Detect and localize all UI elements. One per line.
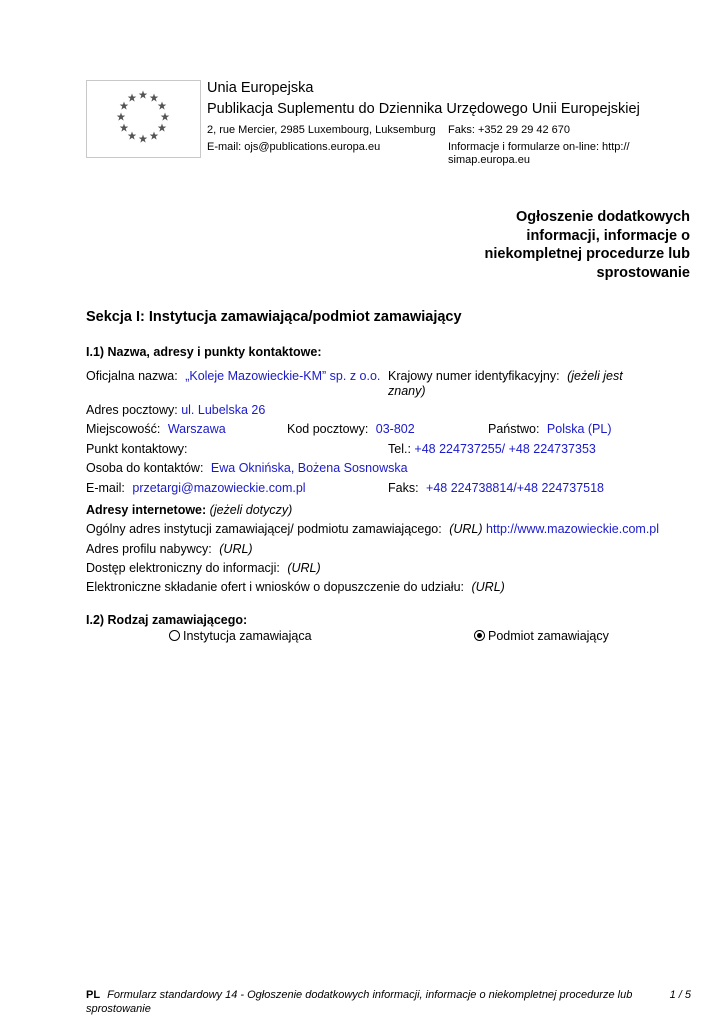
general-address-link[interactable]: http://www.mazowieckie.com.pl xyxy=(486,522,660,536)
general-address-row xyxy=(86,522,659,536)
subsection-title: I.2) Rodzaj zamawiającego: xyxy=(86,613,248,627)
notice-title-line: informacji, informacje o xyxy=(526,227,690,244)
postcode-value: 03-802 xyxy=(375,422,415,436)
fax-row xyxy=(388,481,604,495)
official-name-label: Oficjalna nazwa: xyxy=(86,369,178,383)
postcode-label: Kod pocztowy: xyxy=(287,422,369,436)
footer-lang: PL xyxy=(86,989,101,1001)
fax-label: Faks: xyxy=(388,481,419,495)
e-submission-label: Elektroniczne składanie ofert i wniosków o dopuszczenie do udziału: xyxy=(86,580,464,594)
e-access-label: Dostęp elektroniczny do informacji: xyxy=(86,561,280,575)
official-name-row xyxy=(86,369,380,383)
contact-person-value: Ewa Oknińska, Bożena Sosnowska xyxy=(210,461,408,475)
internet-label: Adresy internetowe: xyxy=(86,503,207,517)
url-note: (URL) xyxy=(471,580,505,594)
country-row xyxy=(488,422,612,436)
national-id-note-cont: znany) xyxy=(388,384,426,398)
official-name-value: „Koleje Mazowieckie-KM” sp. z o.o. xyxy=(185,369,381,383)
email-value[interactable]: przetargi@mazowieckie.com.pl xyxy=(132,481,306,495)
url-note: (URL) xyxy=(219,542,253,556)
eu-logo xyxy=(86,80,201,158)
e-submission-row xyxy=(86,580,505,594)
header-info-line2: simap.europa.eu xyxy=(448,154,530,166)
city-label: Miejscowość: xyxy=(86,422,161,436)
radio-option-label: Instytucja zamawiająca xyxy=(183,629,312,643)
url-note: (URL) xyxy=(449,522,483,536)
section-title: Sekcja I: Instytucja zamawiająca/podmiot zamawiający xyxy=(86,309,462,325)
radio-checked-icon[interactable] xyxy=(474,630,485,641)
contact-point-label: Punkt kontaktowy: xyxy=(86,442,188,456)
country-label: Państwo: xyxy=(488,422,540,436)
header-info-line1: Informacje i formularze on-line: http:// xyxy=(448,141,630,153)
contact-person-label: Osoba do kontaktów: xyxy=(86,461,204,475)
e-access-row xyxy=(86,561,321,575)
footer-form-line1: Formularz standardowy 14 - Ogłoszenie dodatkowych informacji, informacje o niekompletnej procedurze lub xyxy=(107,989,633,1001)
city-row xyxy=(86,422,226,436)
notice-title xyxy=(485,208,690,282)
tel-value: +48 224737255/ +48 224737353 xyxy=(414,442,596,456)
city-value: Warszawa xyxy=(167,422,226,436)
notice-title-line: sprostowanie xyxy=(596,264,690,281)
subsection-title: I.1) Nazwa, adresy i punkty kontaktowe: xyxy=(86,345,322,359)
header-org: Unia Europejska xyxy=(207,80,314,96)
radio-option-contracting-authority[interactable] xyxy=(169,629,312,643)
country-value: Polska (PL) xyxy=(546,422,612,436)
postal-value: ul. Lubelska 26 xyxy=(181,403,266,417)
buyer-profile-row xyxy=(86,542,253,556)
tel-label: Tel.: xyxy=(388,442,411,456)
radio-unchecked-icon[interactable] xyxy=(169,630,180,641)
national-id-row xyxy=(388,369,623,383)
email-label: E-mail: xyxy=(86,481,125,495)
notice-title-line: Ogłoszenie dodatkowych xyxy=(515,209,690,225)
postal-row xyxy=(86,403,265,417)
header-address: 2, rue Mercier, 2985 Luxembourg, Luksemburg xyxy=(207,124,436,136)
header-email: E-mail: ojs@publications.europa.eu xyxy=(207,141,381,153)
radio-option-label: Podmiot zamawiający xyxy=(488,629,609,643)
postcode-row xyxy=(287,422,415,436)
footer-form-line2: sprostowanie xyxy=(86,1002,151,1015)
radio-option-contracting-entity[interactable] xyxy=(474,629,609,643)
eu-stars-icon xyxy=(87,81,200,157)
contact-person-row xyxy=(86,461,408,475)
page-number: 1 / 5 xyxy=(669,989,691,1001)
header-fax: Faks: +352 29 29 42 670 xyxy=(448,124,571,136)
buyer-profile-label: Adres profilu nabywcy: xyxy=(86,542,212,556)
postal-label: Adres pocztowy: xyxy=(86,403,178,417)
url-note: (URL) xyxy=(287,561,321,575)
national-id-label: Krajowy numer identyfikacyjny: xyxy=(388,369,560,383)
internet-note: (jeżeli dotyczy) xyxy=(209,503,293,517)
email-row xyxy=(86,481,306,495)
fax-value: +48 224738814/+48 224737518 xyxy=(426,481,605,495)
internet-row xyxy=(86,503,292,517)
general-address-label: Ogólny adres instytucji zamawiającej/ podmiotu zamawiającego: xyxy=(86,522,442,536)
national-id-note: (jeżeli jest xyxy=(567,369,623,383)
tel-row xyxy=(388,442,596,456)
header-publication: Publikacja Suplementu do Dziennika Urzędowego Unii Europejskiej xyxy=(207,101,640,117)
footer-form-name xyxy=(86,989,646,1016)
notice-title-line: niekompletnej procedurze lub xyxy=(484,246,690,262)
